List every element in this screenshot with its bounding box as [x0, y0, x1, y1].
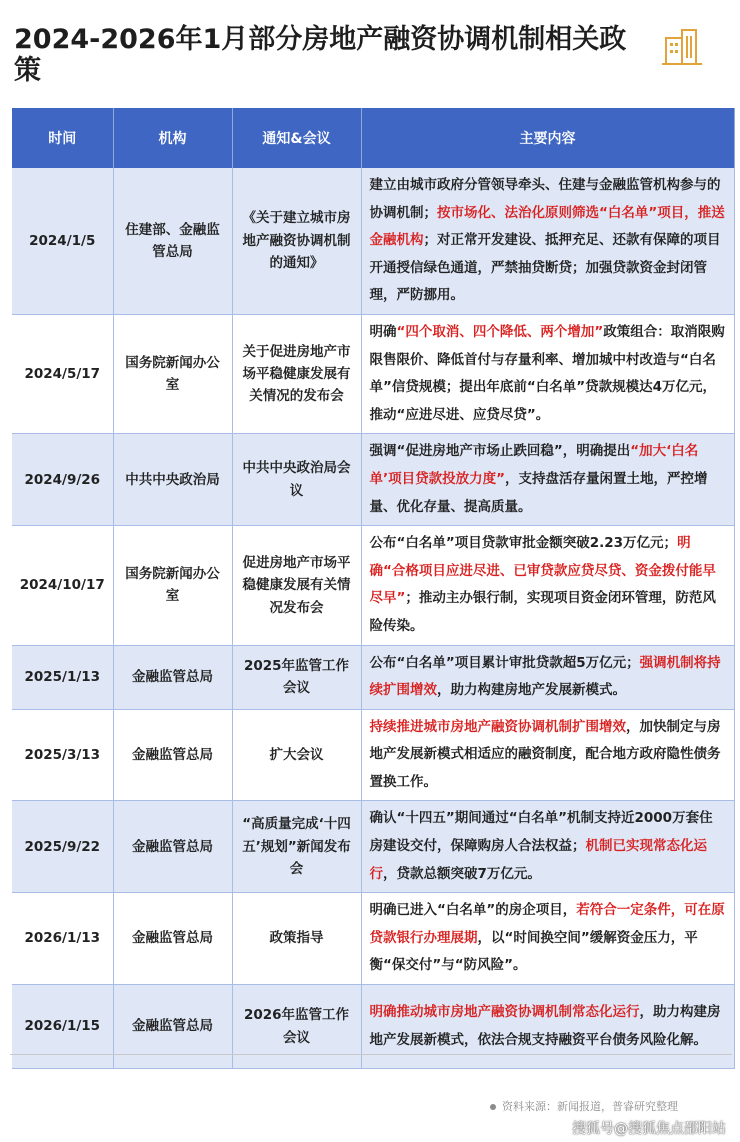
cell-content [361, 645, 734, 709]
cell-date: 2025/3/13 [12, 709, 113, 801]
highlight-text: 明确“合格项目应进尽进、已审贷款应贷尽贷、资金拨付能早尽早” [369, 535, 716, 607]
content-text: ，支持盘活存量闲置土地，严控增量、优化存量、提高质量。 [369, 470, 708, 515]
header-org: 机构 [113, 108, 232, 168]
content-text: 建立由城市政府分管领导牵头、住建与金融监管机构参与的协调机制； [369, 177, 721, 221]
highlight-text: 按市场化、法治化原则筛选“白名单”项目，推送金融机构 [369, 204, 725, 249]
table-row [12, 168, 734, 314]
table-row [12, 645, 734, 709]
cell-event: 政策指导 [232, 893, 361, 985]
cell-event: 关于促进房地产市场平稳健康发展有关情况的发布会 [232, 314, 361, 433]
cell-org: 金融监管总局 [113, 801, 232, 893]
cell-event: 2026年监管工作会议 [232, 985, 361, 1069]
header-event: 通知&会议 [232, 108, 361, 168]
table-row [12, 434, 734, 526]
bullet-dot-icon [490, 1104, 496, 1110]
content-text: 确认“十四五”期间通过“白名单”机制支持近2000万套住房建设交付，保障购房人合法权益； [369, 810, 713, 855]
cell-org: 金融监管总局 [113, 709, 232, 801]
table-row [12, 526, 734, 645]
cell-content [361, 434, 734, 526]
highlight-text: 机制已实现常态化运行 [369, 838, 707, 882]
cell-date: 2024/5/17 [12, 314, 113, 433]
cell-content [361, 526, 734, 645]
content-text: 明确 [369, 323, 397, 340]
cell-date: 2026/1/13 [12, 893, 113, 985]
cell-org: 国务院新闻办公室 [113, 526, 232, 645]
page-title: 2024-2026年1月部分房地产融资协调机制相关政策 [14, 24, 627, 86]
content-text: ；推动主办银行制，实现项目资金闭环管理，防范风险传染。 [369, 590, 716, 634]
cell-content [361, 801, 734, 893]
policy-table [12, 108, 735, 1069]
highlight-text: 若符合一定条件，可在原贷款银行办理展期 [369, 902, 725, 946]
table-row [12, 985, 734, 1069]
cell-org: 金融监管总局 [113, 645, 232, 709]
content-text: ；对正常开发建设、抵押充足、还款有保障的项目开通授信绿色通道，严禁抽贷断贷；加强贷款资金封闭管理，严防挪用。 [369, 232, 721, 304]
source-note [490, 1098, 678, 1114]
table-row [12, 709, 734, 801]
cell-content [361, 314, 734, 433]
table-row [12, 893, 734, 985]
highlight-text: “加大‘白名单’项目贷款投放力度” [369, 443, 699, 487]
cell-event: “高质量完成‘十四五’规划”新闻发布会 [232, 801, 361, 893]
cell-org: 金融监管总局 [113, 893, 232, 985]
building-icon [662, 26, 702, 66]
header-date: 时间 [12, 108, 113, 168]
cell-date: 2024/10/17 [12, 526, 113, 645]
watermark: 搜狐号@搜狐焦点邵阳站 [572, 1121, 726, 1137]
highlight-text: “四个取消、四个降低、两个增加” [396, 323, 604, 340]
cell-date: 2025/9/22 [12, 801, 113, 893]
highlight-text: 明确推动城市房地产融资协调机制常态化运行 [369, 1003, 640, 1020]
cell-date: 2026/1/15 [12, 985, 113, 1069]
table-header-row [12, 108, 734, 168]
content-text: 强调“促进房地产市场止跌回稳”，明确提出 [369, 443, 631, 460]
cell-event: 2025年监管工作会议 [232, 645, 361, 709]
content-text: 公布“白名单”项目累计审批贷款超5万亿元； [369, 654, 640, 671]
cell-date: 2024/1/5 [12, 168, 113, 314]
content-text: ，助力构建房地产发展新模式，依法合规支持融资平台债务风险化解。 [369, 1003, 721, 1048]
cell-content [361, 985, 734, 1069]
highlight-text: 强调机制将持续扩围增效 [369, 654, 721, 699]
source-text: 资料来源：新闻报道，普睿研究整理 [502, 1100, 678, 1113]
cell-org: 国务院新闻办公室 [113, 314, 232, 433]
cell-event: 促进房地产市场平稳健康发展有关情况发布会 [232, 526, 361, 645]
cell-date: 2025/1/13 [12, 645, 113, 709]
cell-event: 《关于建立城市房地产融资协调机制的通知》 [232, 168, 361, 314]
table-body [12, 168, 734, 1069]
content-text: ，贷款总额突破7万亿元。 [383, 865, 541, 882]
content-text: 公布“白名单”项目贷款审批金额突破2.23万亿元； [369, 535, 678, 552]
cell-event: 扩大会议 [232, 709, 361, 801]
cell-date: 2024/9/26 [12, 434, 113, 526]
cell-content [361, 893, 734, 985]
table-row [12, 801, 734, 893]
cell-org: 金融监管总局 [113, 985, 232, 1069]
content-text: ，加快制定与房地产发展新模式相适应的融资制度，配合地方政府隐性债务置换工作。 [369, 718, 721, 790]
cell-event: 中共中央政治局会议 [232, 434, 361, 526]
cell-org: 住建部、金融监管总局 [113, 168, 232, 314]
table-row [12, 314, 734, 433]
footer-divider [10, 1054, 732, 1055]
header-content: 主要内容 [361, 108, 734, 168]
content-text: ，以“时间换空间”缓解资金压力，平衡“保交付”与“防风险”。 [369, 929, 698, 974]
highlight-text: 持续推进城市房地产融资协调机制扩围增效 [369, 718, 626, 735]
cell-content [361, 168, 734, 314]
cell-content [361, 709, 734, 801]
content-text: ，助力构建房地产发展新模式。 [437, 682, 626, 699]
content-text: 明确已进入“白名单”的房企项目， [369, 902, 577, 919]
content-text: 政策组合：取消限购限售限价、降低首付与存量利率、增加城中村改造与“白名单”信贷规模；提出年底前“白名单”贷款规模达4万亿元，推动“应进尽进、应贷尽贷”。 [369, 323, 725, 423]
cell-org: 中共中央政治局 [113, 434, 232, 526]
